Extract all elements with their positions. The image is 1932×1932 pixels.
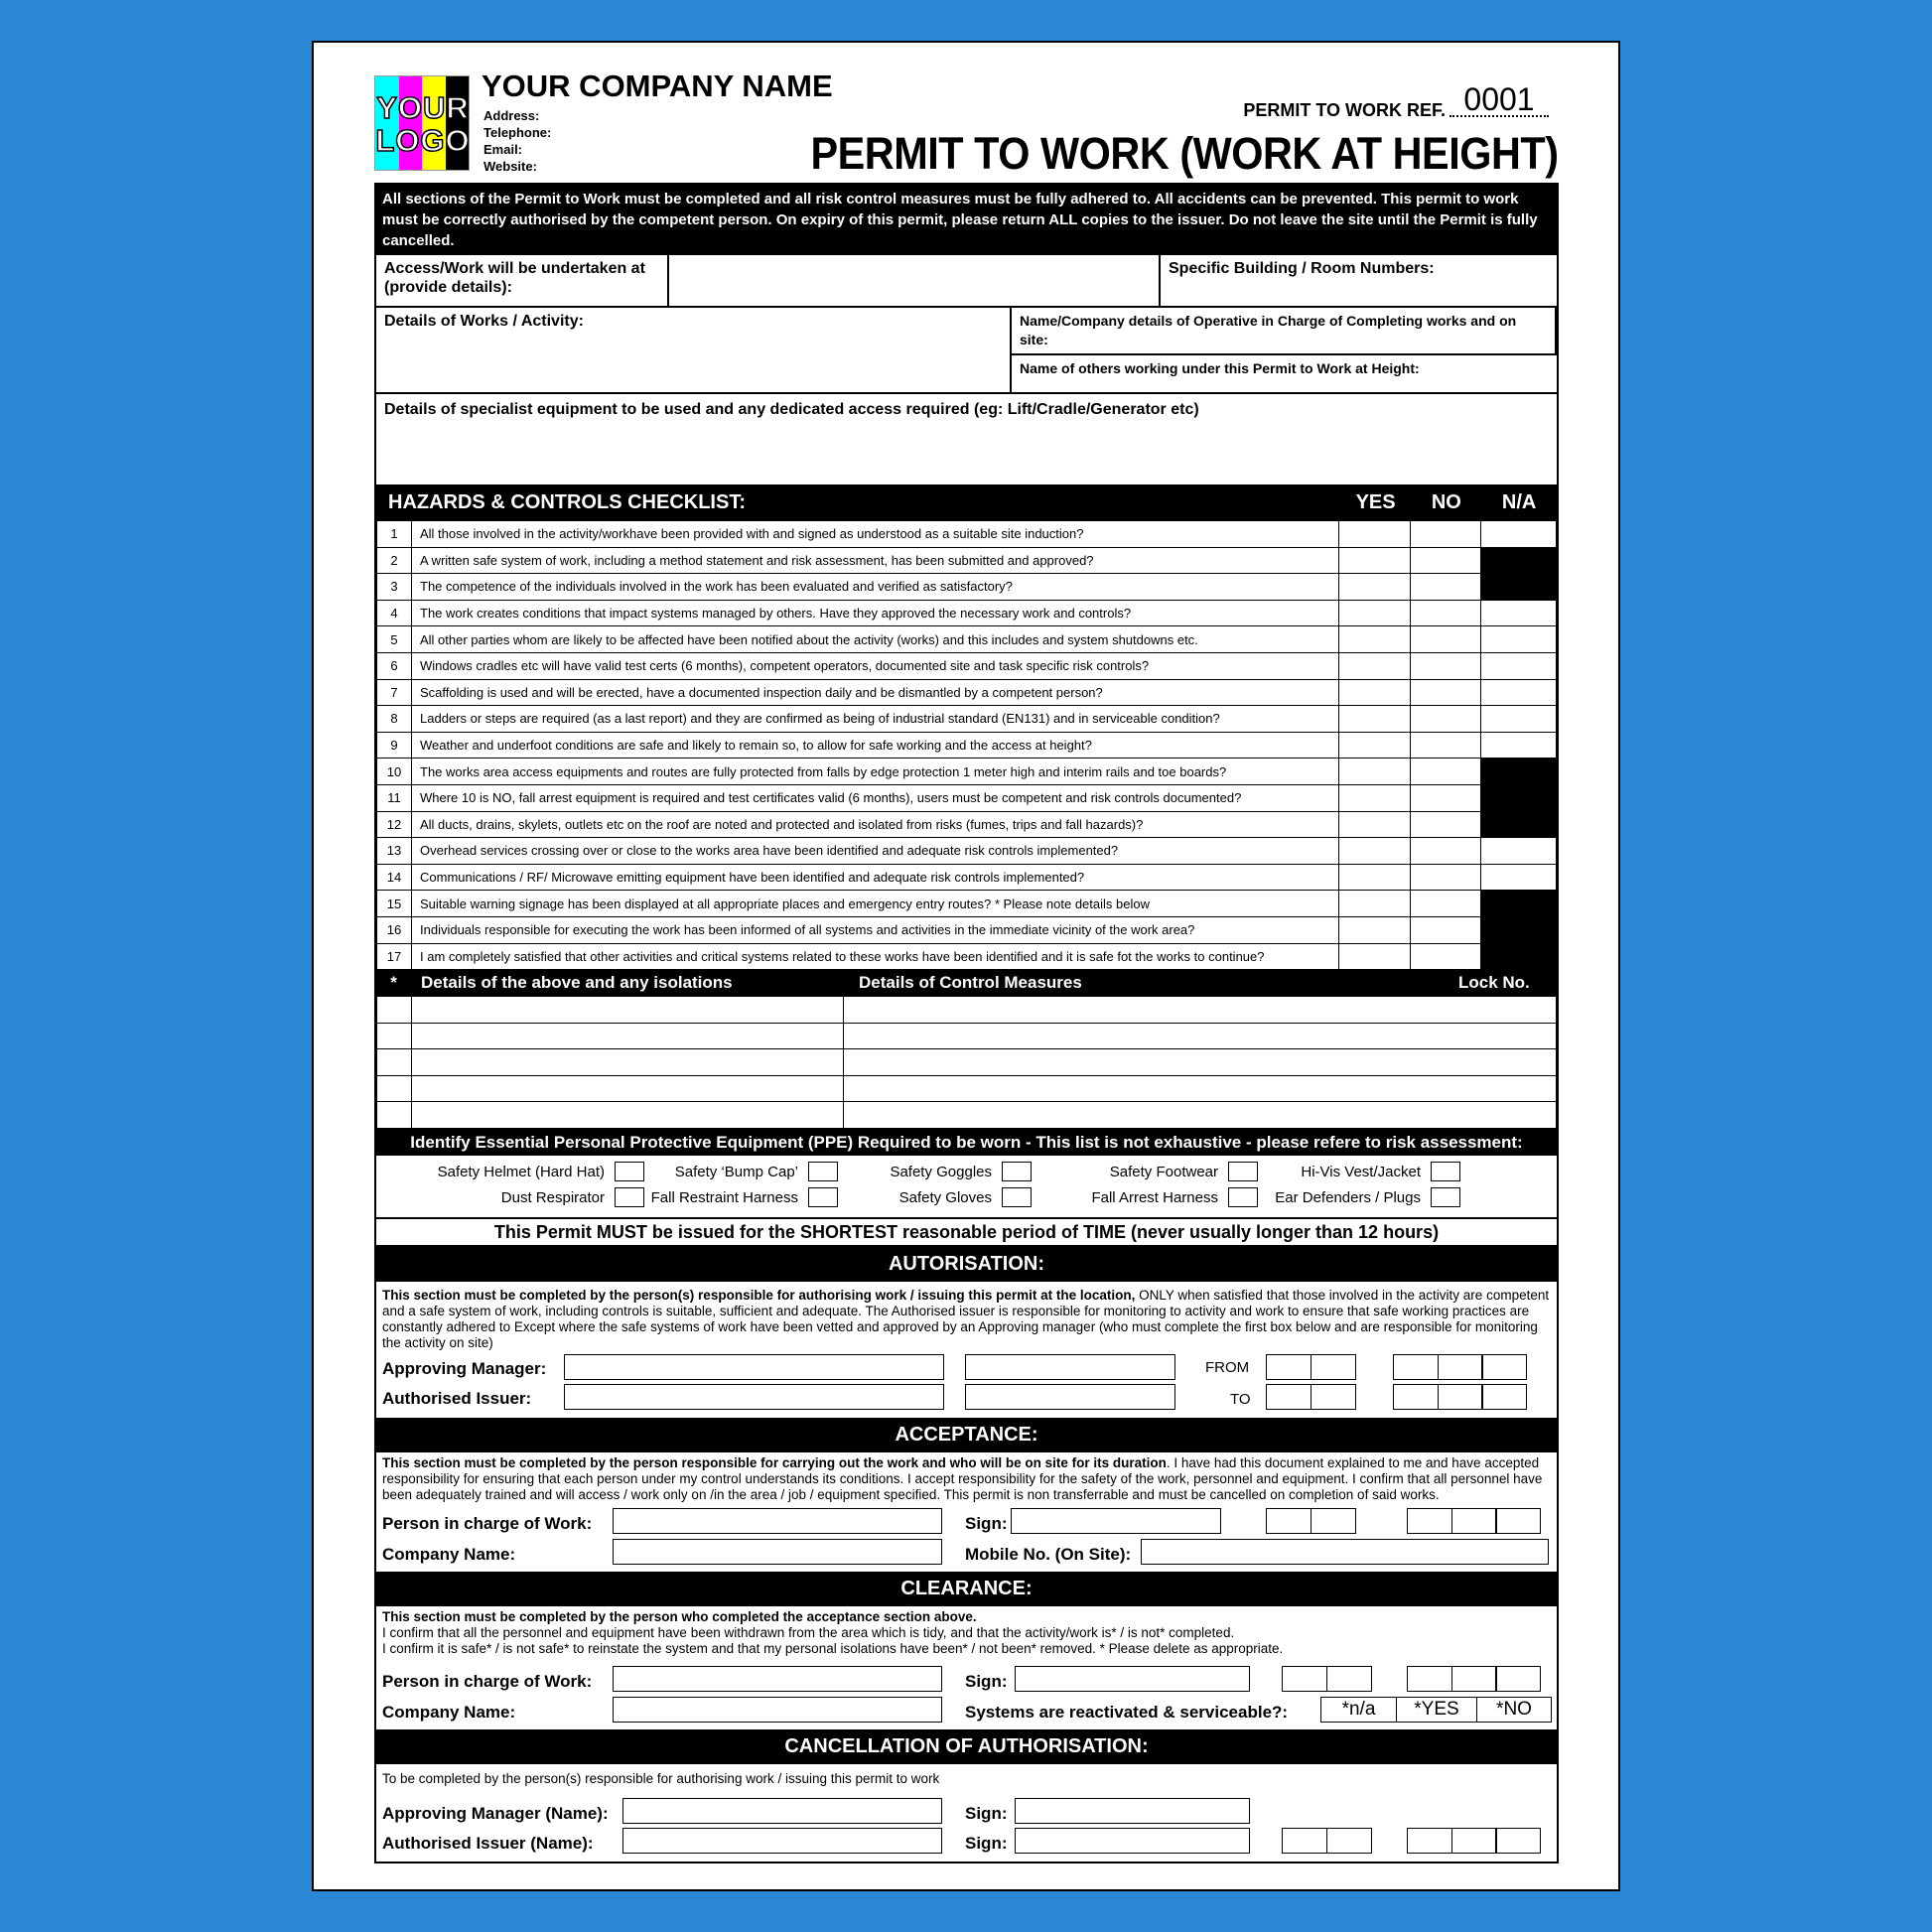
yes-box[interactable] [1339, 574, 1411, 601]
ppe-item[interactable] [1275, 1187, 1460, 1207]
checklist-row [377, 732, 1557, 759]
cancellation-intro: To be completed by the person(s) responsible for authorising work / issuing this permit to work [382, 1771, 940, 1787]
item-number: 5 [377, 626, 412, 653]
no-box[interactable] [1411, 732, 1481, 759]
ppe-checkbox[interactable] [1431, 1187, 1460, 1207]
checklist-row [377, 679, 1557, 706]
item-number: 9 [377, 732, 412, 759]
clearance-time[interactable] [1282, 1666, 1370, 1692]
clearance-intro-bold: This section must be completed by the person who completed the acceptance section above. [382, 1609, 977, 1625]
na-box[interactable] [1481, 679, 1557, 706]
isolation-cell[interactable] [412, 1049, 844, 1076]
isolation-cell[interactable] [412, 1075, 844, 1102]
cancel-approving-input[interactable] [622, 1798, 942, 1824]
cancel-date[interactable] [1407, 1828, 1540, 1854]
checklist-row [377, 838, 1557, 865]
item-text: Where 10 is NO, fall arrest equipment is required and test certificates valid (6 months), users must be competent and risk controls documented? [412, 784, 1339, 811]
clearance-section [376, 1606, 1557, 1729]
access-label: Access/Work will be undertaken at (provide details): [376, 255, 669, 306]
item-text: Windows cradles etc will have valid test certs (6 months), competent operators, documented site and task specific risk controls? [412, 652, 1339, 679]
acceptance-sign-input[interactable] [1011, 1508, 1221, 1534]
item-text: Scaffolding is used and will be erected, have a documented inspection daily and be dismantled by a competent person? [412, 679, 1339, 706]
cancel-issuer-sign-label: Sign: [965, 1834, 1008, 1854]
clearance-header: CLEARANCE: [376, 1572, 1557, 1606]
no-box[interactable] [1411, 706, 1481, 733]
item-number: 17 [377, 943, 412, 970]
checklist-title: HAZARDS & CONTROLS CHECKLIST: [388, 490, 746, 513]
yes-box[interactable] [1339, 600, 1411, 626]
logo-text: YOUR LOGO [375, 90, 471, 158]
company-logo [374, 75, 470, 171]
clearance-line-2: I confirm it is safe* / is not safe* to reinstate the system and that my personal isolations have been* / not been* removed. * Please delete as appropriate. [382, 1641, 1284, 1657]
na-box[interactable] [1481, 838, 1557, 865]
shortest-period-note: This Permit MUST be issued for the SHORTEST reasonable period of TIME (never usually longer than 12 hours) [376, 1217, 1557, 1247]
star-cell[interactable] [377, 997, 412, 1024]
ppe-header: Identify Essential Personal Protective Equipment (PPE) Required to be worn - This list is not exhaustive - please refere to risk assessment: [376, 1129, 1557, 1156]
ppe-label: Safety Gloves [898, 1188, 992, 1206]
no-box[interactable] [1411, 574, 1481, 601]
na-box[interactable] [1481, 864, 1557, 891]
page-title: PERMIT TO WORK (WORK AT HEIGHT) [810, 128, 1559, 179]
option-no[interactable]: *NO [1477, 1697, 1552, 1723]
yes-box[interactable] [1339, 891, 1411, 917]
no-box[interactable] [1411, 759, 1481, 785]
details-row [377, 1075, 1557, 1102]
cancel-approving-sign[interactable] [1015, 1798, 1250, 1824]
item-text: All ducts, drains, skylets, outlets etc on the roof are noted and protected and isolated from risks (fumes, trips and fall hazards)? [412, 811, 1339, 838]
star-cell[interactable] [377, 1075, 412, 1102]
ppe-item[interactable] [1091, 1187, 1258, 1207]
item-number: 8 [377, 706, 412, 733]
item-number: 16 [377, 916, 412, 943]
no-box[interactable] [1411, 600, 1481, 626]
ppe-label: Safety Footwear [1109, 1163, 1218, 1180]
acceptance-section [376, 1452, 1557, 1572]
na-blocked [1481, 811, 1557, 838]
authorisation-header: AUTORISATION: [376, 1247, 1557, 1282]
isolations-col: Details of the above and any isolations [421, 973, 733, 993]
no-box[interactable] [1411, 652, 1481, 679]
ppe-item[interactable] [1110, 1162, 1258, 1181]
item-text: All other parties whom are likely to be affected have been notified about the activity (works) and this includes and system shutdowns etc. [412, 626, 1339, 653]
control-cell[interactable] [844, 1049, 1557, 1076]
from-label: FROM [1205, 1359, 1250, 1377]
acceptance-person-label: Person in charge of Work: [382, 1514, 593, 1534]
checklist-row [377, 864, 1557, 891]
star-cell[interactable] [377, 1049, 412, 1076]
no-box[interactable] [1411, 626, 1481, 653]
na-blocked [1481, 784, 1557, 811]
star-cell[interactable] [377, 1023, 412, 1049]
ppe-checkbox[interactable] [1228, 1187, 1258, 1207]
permit-form [374, 183, 1559, 1863]
item-text: The work creates conditions that impact systems managed by others. Have they approved the necessary work and controls? [412, 600, 1339, 626]
no-box[interactable] [1411, 916, 1481, 943]
yes-box[interactable] [1339, 943, 1411, 970]
item-number: 15 [377, 891, 412, 917]
website-label: Website: [483, 159, 537, 174]
cancellation-section [376, 1764, 1557, 1862]
ppe-checkbox[interactable] [1228, 1162, 1258, 1181]
na-blocked [1481, 759, 1557, 785]
na-box[interactable] [1481, 600, 1557, 626]
ppe-checkbox[interactable] [808, 1162, 838, 1181]
item-number: 7 [377, 679, 412, 706]
item-number: 6 [377, 652, 412, 679]
ppe-checkbox[interactable] [1002, 1162, 1032, 1181]
ppe-label: Fall Restraint Harness [650, 1188, 798, 1206]
ppe-label: Ear Defenders / Plugs [1275, 1188, 1421, 1206]
item-text: The competence of the individuals involved in the work has been evaluated and verified as satisfactory? [412, 574, 1339, 601]
checklist-row [377, 784, 1557, 811]
building-label: Specific Building / Room Numbers: [1169, 260, 1435, 277]
from-time[interactable] [1266, 1354, 1354, 1380]
item-text: A written safe system of work, including a method statement and risk assessment, has been submitted and approved? [412, 547, 1339, 574]
yes-box[interactable] [1339, 626, 1411, 653]
authorised-issuer-name[interactable] [564, 1384, 944, 1410]
ppe-item[interactable] [890, 1162, 1032, 1181]
no-box[interactable] [1411, 811, 1481, 838]
ppe-item[interactable] [1301, 1162, 1460, 1181]
lock-no-col: Lock No. [1458, 973, 1530, 993]
reactivated-label: Systems are reactivated & serviceable?: [965, 1703, 1289, 1723]
item-number: 1 [377, 521, 412, 548]
isolation-cell[interactable] [412, 1023, 844, 1049]
checklist-row [377, 626, 1557, 653]
acceptance-person-input[interactable] [613, 1508, 942, 1534]
item-number: 2 [377, 547, 412, 574]
ppe-checkbox[interactable] [1002, 1187, 1032, 1207]
checklist-row [377, 943, 1557, 970]
authorised-issuer-sign[interactable] [965, 1384, 1175, 1410]
checklist-row [377, 600, 1557, 626]
col-na: N/A [1501, 490, 1537, 513]
acceptance-time[interactable] [1266, 1508, 1354, 1534]
cancel-issuer-input[interactable] [622, 1828, 942, 1854]
checklist-table [376, 520, 1557, 970]
approving-manager-name[interactable] [564, 1354, 944, 1380]
item-number: 14 [377, 864, 412, 891]
ppe-item[interactable] [899, 1187, 1032, 1207]
item-number: 12 [377, 811, 412, 838]
item-text: Communications / RF/ Microwave emitting equipment have been identified and adequate risk controls implemented? [412, 864, 1339, 891]
isolation-cell[interactable] [412, 997, 844, 1024]
item-number: 11 [377, 784, 412, 811]
yes-box[interactable] [1339, 811, 1411, 838]
details-row [377, 1049, 1557, 1076]
checklist-row [377, 574, 1557, 601]
item-text: I am completely satisfied that other activities and critical systems related to these works have been identified and it is safe fot the works to continue? [412, 943, 1339, 970]
ppe-item[interactable] [651, 1187, 838, 1207]
col-no: NO [1431, 490, 1461, 513]
no-box[interactable] [1411, 784, 1481, 811]
no-box[interactable] [1411, 838, 1481, 865]
to-time[interactable] [1266, 1384, 1354, 1410]
checklist-row [377, 811, 1557, 838]
clearance-person-input[interactable] [613, 1666, 942, 1692]
isolation-cell[interactable] [412, 1102, 844, 1129]
acceptance-header: ACCEPTANCE: [376, 1418, 1557, 1452]
item-text: All those involved in the activity/workhave been provided with and signed as understood as a suitable site induction? [412, 521, 1339, 548]
approving-manager-sign[interactable] [965, 1354, 1175, 1380]
cancellation-header: CANCELLATION OF AUTHORISATION: [376, 1729, 1557, 1764]
clearance-date[interactable] [1407, 1666, 1540, 1692]
notice-banner: All sections of the Permit to Work must be completed and all risk control measures must be fully adhered to. All accidents can be prevented. This permit to work must be correctly authorised by the competent person. On expiry of this permit, please return ALL copies to the issuer. Do not leave the site until the Permit is fully cancelled. [376, 185, 1557, 255]
no-box[interactable] [1411, 891, 1481, 917]
operative-field[interactable]: Name/Company details of Operative in Charge of Completing works and on site: [1012, 308, 1557, 355]
checklist-row [377, 706, 1557, 733]
ppe-checkbox[interactable] [615, 1162, 644, 1181]
approving-manager-label: Approving Manager: [382, 1359, 547, 1379]
ppe-item[interactable] [501, 1187, 644, 1207]
header [374, 69, 1559, 179]
yes-box[interactable] [1339, 706, 1411, 733]
star-cell[interactable] [377, 1102, 412, 1129]
checklist-row [377, 916, 1557, 943]
item-number: 10 [377, 759, 412, 785]
authorisation-intro: ONLY when satisfied that those involved in the activity are competent and a safe system of work, including controls is suitable, sufficient and adequate. The Authorised issuer is responsible for monitoring to activity and work to ensure that safe working practices are constantly adhered to Except where the safe systems of work have been vetted and approved by an Approving manager (who must complete the first box below and are responsible for monitoring the activity on site) [382, 1288, 1550, 1351]
item-number: 4 [377, 600, 412, 626]
no-box[interactable] [1411, 943, 1481, 970]
yes-box[interactable] [1339, 652, 1411, 679]
no-box[interactable] [1411, 547, 1481, 574]
na-blocked [1481, 891, 1557, 917]
from-date[interactable] [1393, 1354, 1526, 1380]
details-row [377, 997, 1557, 1024]
checklist-row [377, 652, 1557, 679]
checklist-row [377, 891, 1557, 917]
authorisation-section [376, 1282, 1557, 1418]
address-label: Address: [483, 108, 540, 123]
permit-ref-number[interactable]: 0001 [1449, 83, 1549, 117]
ppe-checklist [376, 1156, 1557, 1213]
email-label: Email: [483, 142, 523, 157]
cancel-time[interactable] [1282, 1828, 1370, 1854]
yes-box[interactable] [1339, 864, 1411, 891]
na-box[interactable] [1481, 626, 1557, 653]
others-working-field[interactable]: Name of others working under this Permit to Work at Height: [1020, 360, 1420, 376]
ppe-label: Safety Helmet (Hard Hat) [437, 1163, 605, 1180]
mobile-input[interactable] [1141, 1539, 1549, 1565]
permit-ref [1243, 81, 1549, 123]
yes-box[interactable] [1339, 732, 1411, 759]
yes-box[interactable] [1339, 679, 1411, 706]
na-box[interactable] [1481, 521, 1557, 548]
cancel-issuer-label: Authorised Issuer (Name): [382, 1834, 594, 1854]
yes-box[interactable] [1339, 521, 1411, 548]
item-number: 13 [377, 838, 412, 865]
option-yes[interactable]: *YES [1397, 1697, 1477, 1723]
na-blocked [1481, 547, 1557, 574]
no-box[interactable] [1411, 521, 1481, 548]
clearance-company-input[interactable] [613, 1697, 942, 1723]
acceptance-company-label: Company Name: [382, 1545, 516, 1565]
control-cell[interactable] [844, 1075, 1557, 1102]
details-row [377, 1102, 1557, 1129]
control-cell[interactable] [844, 1102, 1557, 1129]
reactivated-options [1320, 1697, 1552, 1723]
checklist-row [377, 521, 1557, 548]
specialist-equipment-field[interactable]: Details of specialist equipment to be used and any dedicated access required (eg: Lift/Cradle/Generator etc) [384, 401, 1199, 418]
item-text: Ladders or steps are required (as a last report) and they are confirmed as being of industrial standard (EN131) and in serviceable condition? [412, 706, 1339, 733]
checklist-row [377, 759, 1557, 785]
yes-box[interactable] [1339, 838, 1411, 865]
ppe-item[interactable] [438, 1162, 644, 1181]
ppe-checkbox[interactable] [1431, 1162, 1460, 1181]
clearance-line-1: I confirm that all the personnel and equipment have been withdrawn from the area which is tidy, and that the activity/work is* / is not* completed. [382, 1625, 1235, 1641]
acceptance-intro-bold: This section must be completed by the person responsible for carrying out the work and who will be on site for its duration [382, 1455, 1167, 1471]
acceptance-sign-label: Sign: [965, 1514, 1008, 1534]
clearance-sign-label: Sign: [965, 1672, 1008, 1692]
to-date[interactable] [1393, 1384, 1526, 1410]
item-text: Overhead services crossing over or close to the works area have been identified and adequate risk controls implemented? [412, 838, 1339, 865]
authorisation-intro-bold: This section must be completed by the person(s) responsible for authorising work / issuing this permit at the location, [382, 1288, 1136, 1304]
na-blocked [1481, 916, 1557, 943]
acceptance-date[interactable] [1407, 1508, 1540, 1534]
control-cell[interactable] [844, 997, 1557, 1024]
cancel-issuer-sign[interactable] [1015, 1828, 1250, 1854]
item-number: 3 [377, 574, 412, 601]
ppe-label: Safety Goggles [890, 1163, 992, 1180]
ppe-checkbox[interactable] [615, 1187, 644, 1207]
yes-box[interactable] [1339, 547, 1411, 574]
control-cell[interactable] [844, 1023, 1557, 1049]
company-name: YOUR COMPANY NAME [482, 69, 833, 103]
permit-ref-label: PERMIT TO WORK REF. [1243, 100, 1446, 120]
acceptance-intro: . I have had this document explained to me and have accepted responsibility for ensuring that each person under my control understands its conditions. I accept responsibility for the safety of the work, personnel and equipment. I confirm that all personnel have been adequately trained and will access / work only on /in the area / job / equipment specified. This permit is non transferrable and must be cancelled on completion of said works. [382, 1455, 1543, 1503]
checklist-row [377, 547, 1557, 574]
clearance-person-label: Person in charge of Work: [382, 1672, 593, 1692]
option-na[interactable]: *n/a [1320, 1697, 1397, 1723]
details-of-works[interactable]: Details of Works / Activity: [376, 308, 1012, 392]
no-box[interactable] [1411, 864, 1481, 891]
clearance-sign-input[interactable] [1015, 1666, 1250, 1692]
acceptance-company-input[interactable] [613, 1539, 942, 1565]
control-measures-col: Details of Control Measures [859, 973, 1082, 993]
clearance-company-label: Company Name: [382, 1703, 516, 1723]
ppe-checkbox[interactable] [808, 1187, 838, 1207]
ppe-label: Dust Respirator [500, 1188, 605, 1206]
telephone-label: Telephone: [483, 125, 552, 140]
yes-box[interactable] [1339, 759, 1411, 785]
cancel-approving-sign-label: Sign: [965, 1804, 1008, 1824]
item-text: The works area access equipments and routes are fully protected from falls by edge protection 1 meter high and interim rails and toe boards? [412, 759, 1339, 785]
cancel-approving-label: Approving Manager (Name): [382, 1804, 609, 1824]
na-box[interactable] [1481, 732, 1557, 759]
na-box[interactable] [1481, 652, 1557, 679]
na-blocked [1481, 943, 1557, 970]
details-header [376, 970, 1557, 996]
star-col: * [390, 973, 397, 993]
mobile-label: Mobile No. (On Site): [965, 1545, 1132, 1565]
col-yes: YES [1355, 490, 1396, 513]
ppe-label: Fall Arrest Harness [1091, 1188, 1218, 1206]
authorised-issuer-label: Authorised Issuer: [382, 1389, 532, 1409]
ppe-label: Safety ‘Bump Cap’ [674, 1163, 798, 1180]
details-table [376, 996, 1557, 1129]
ppe-item[interactable] [675, 1162, 838, 1181]
ppe-label: Hi-Vis Vest/Jacket [1301, 1163, 1421, 1180]
checklist-header [376, 484, 1557, 520]
yes-box[interactable] [1339, 916, 1411, 943]
no-box[interactable] [1411, 679, 1481, 706]
item-text: Suitable warning signage has been displayed at all appropriate places and emergency entry routes? * Please note details below [412, 891, 1339, 917]
item-text: Weather and underfoot conditions are safe and likely to remain so, to allow for safe working and the access at height? [412, 732, 1339, 759]
item-text: Individuals responsible for executing the work has been informed of all systems and activities in the immediate vicinity of the work area? [412, 916, 1339, 943]
access-input[interactable] [669, 255, 1161, 306]
na-blocked [1481, 574, 1557, 601]
yes-box[interactable] [1339, 784, 1411, 811]
na-box[interactable] [1481, 706, 1557, 733]
details-row [377, 1023, 1557, 1049]
to-label: TO [1230, 1391, 1251, 1409]
